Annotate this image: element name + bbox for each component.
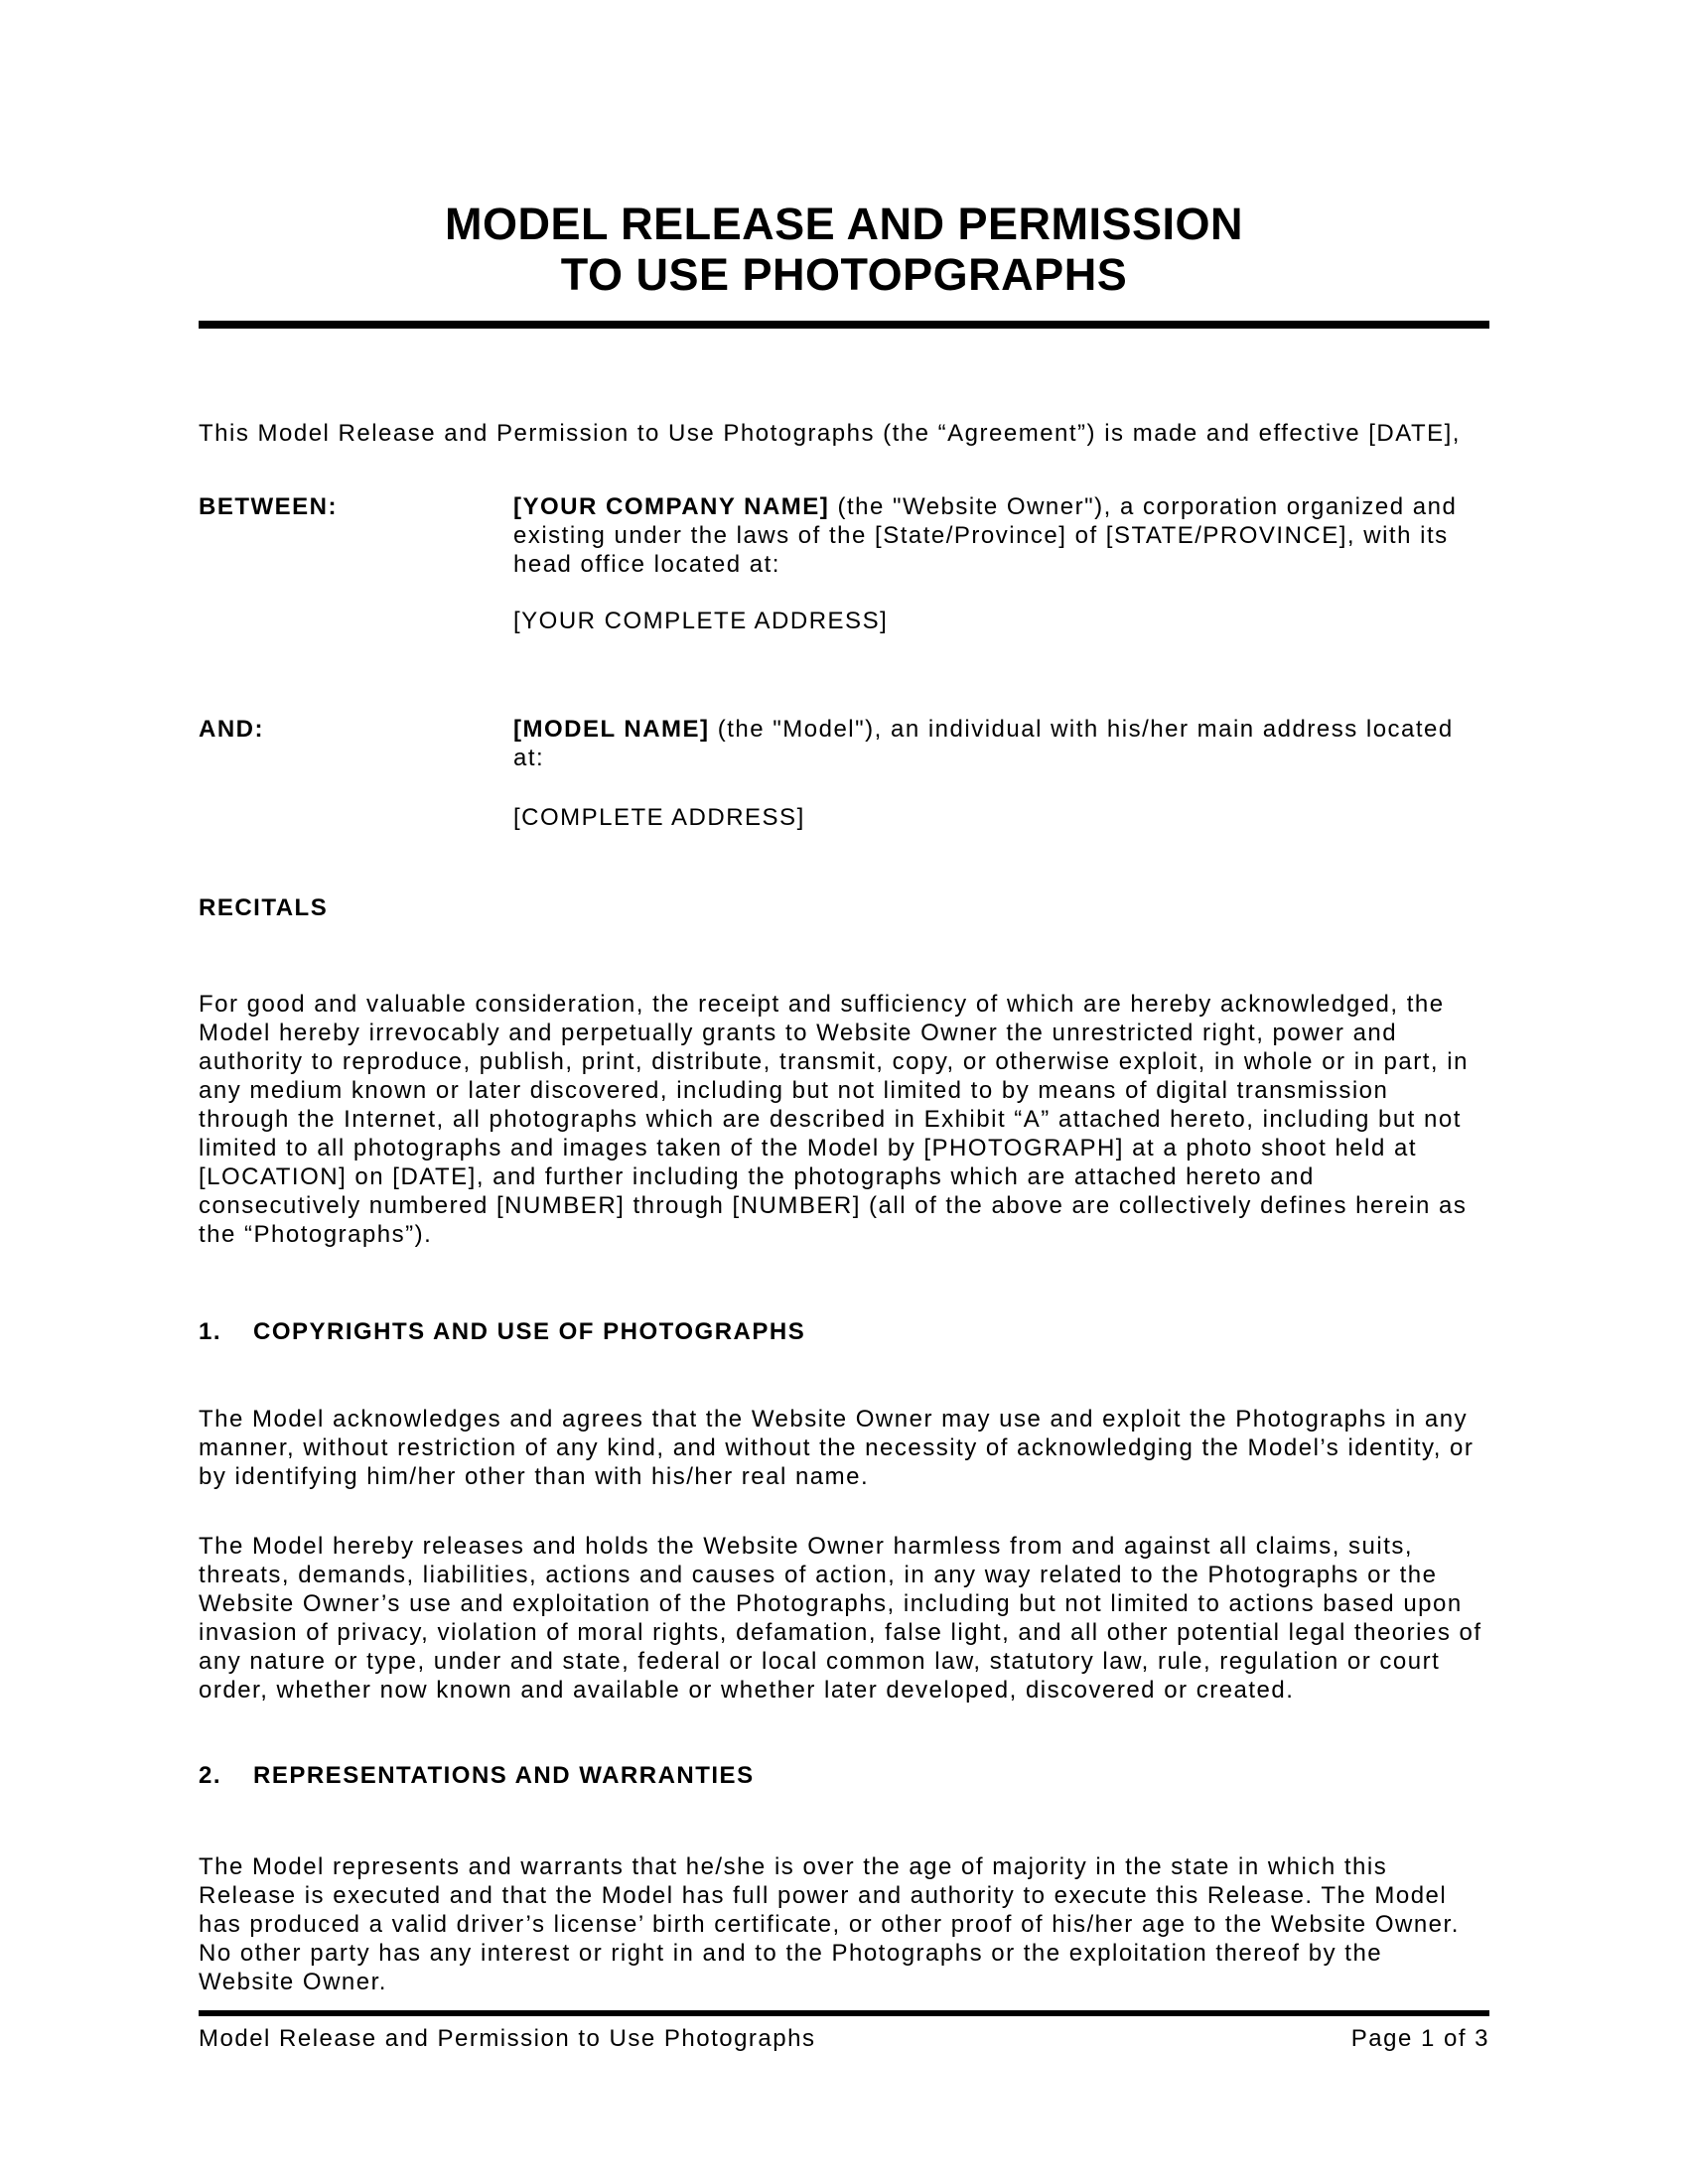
model-description-text: (the "Model"), an individual with his/her main address located at:	[513, 716, 1454, 771]
section-1-paragraph-1: The Model acknowledges and agrees that the Website Owner may use and exploit the Photographs in any manner, without restriction of any kind, and without the necessity of acknowledging the Model’s identity, or by identifying him/her other than with his/her real name.	[199, 1406, 1475, 1490]
party-block-and	[199, 715, 1489, 772]
document-title-line2: TO USE PHOTOPGRAPHS	[560, 249, 1128, 300]
footer-page-number: Page 1 of 3	[1350, 2025, 1489, 2052]
section-1-heading	[199, 1317, 1489, 1346]
footer-divider-rule	[199, 2010, 1489, 2016]
section-2-heading	[199, 1761, 1489, 1790]
footer-document-name: Model Release and Permission to Use Photographs	[199, 2025, 816, 2052]
section-2-paragraph-1: The Model represents and warrants that he/she is over the age of majority in the state in which this Release is executed and that the Model has full power and authority to execute this Release. The Model has produced a valid driver’s license’ birth certificate, or other proof of his/her age to the Website Owner. No other party has any interest or right in and to the Photographs or the exploitation thereof by the Website Owner.	[199, 1853, 1460, 1995]
title-divider-rule	[199, 321, 1489, 329]
party-label-and: AND:	[199, 716, 264, 743]
company-address-placeholder: [YOUR COMPLETE ADDRESS]	[513, 608, 889, 634]
party-label-between: BETWEEN:	[199, 493, 338, 520]
company-description-text: (the "Website Owner"), a corporation organized and existing under the laws of the [State/Province] of [STATE/PROVINCE], with its head office located at:	[513, 493, 1458, 578]
document-title	[0, 199, 1688, 300]
recitals-heading: RECITALS	[199, 894, 329, 921]
page-footer	[199, 2024, 1489, 2053]
section-2-number: 2.	[199, 1762, 222, 1789]
recitals-paragraph: For good and valuable consideration, the receipt and sufficiency of which are hereby acknowledged, the Model hereby irrevocably and perpetually grants to Website Owner the unrestricted right, power and authority to reproduce, publish, print, distribute, transmit, copy, or otherwise exploit, in whole or in part, in any medium known or later discovered, including but not limited to by means of digital transmission through the Internet, all photographs which are described in Exhibit “A” attached hereto, including but not limited to all photographs and images taken of the Model by [PHOTOGRAPH] at a photo shoot held at [LOCATION] on [DATE], and further including the photographs which are attached hereto and consecutively numbered [NUMBER] through [NUMBER] (all of the above are collectively defines herein as the “Photographs”).	[199, 991, 1469, 1248]
section-2-title: REPRESENTATIONS AND WARRANTIES	[253, 1762, 755, 1789]
section-1-number: 1.	[199, 1318, 222, 1345]
intro-paragraph: This Model Release and Permission to Use Photographs (the “Agreement”) is made and effective [DATE],	[199, 420, 1461, 447]
section-1-title: COPYRIGHTS AND USE OF PHOTOGRAPHS	[253, 1318, 806, 1345]
party-description-and	[513, 715, 1489, 772]
company-name-placeholder: [YOUR COMPANY NAME]	[513, 493, 830, 520]
model-name-placeholder: [MODEL NAME]	[513, 716, 710, 743]
document-title-line1: MODEL RELEASE AND PERMISSION	[444, 199, 1244, 249]
model-address-placeholder: [COMPLETE ADDRESS]	[513, 804, 805, 831]
party-block-between	[199, 492, 1489, 579]
section-1-paragraph-2: The Model hereby releases and holds the Website Owner harmless from and against all claims, suits, threats, demands, liabilities, actions and causes of action, in any way related to the Photographs or the Website Owner’s use and exploitation of the Photographs, including but not limited to actions based upon invasion of privacy, violation of moral rights, defamation, false light, and all other potential legal theories of any nature or type, under and state, federal or local common law, statutory law, rule, regulation or court order, whether now known and available or whether later developed, discovered or created.	[199, 1533, 1482, 1704]
party-description-between	[513, 492, 1489, 579]
